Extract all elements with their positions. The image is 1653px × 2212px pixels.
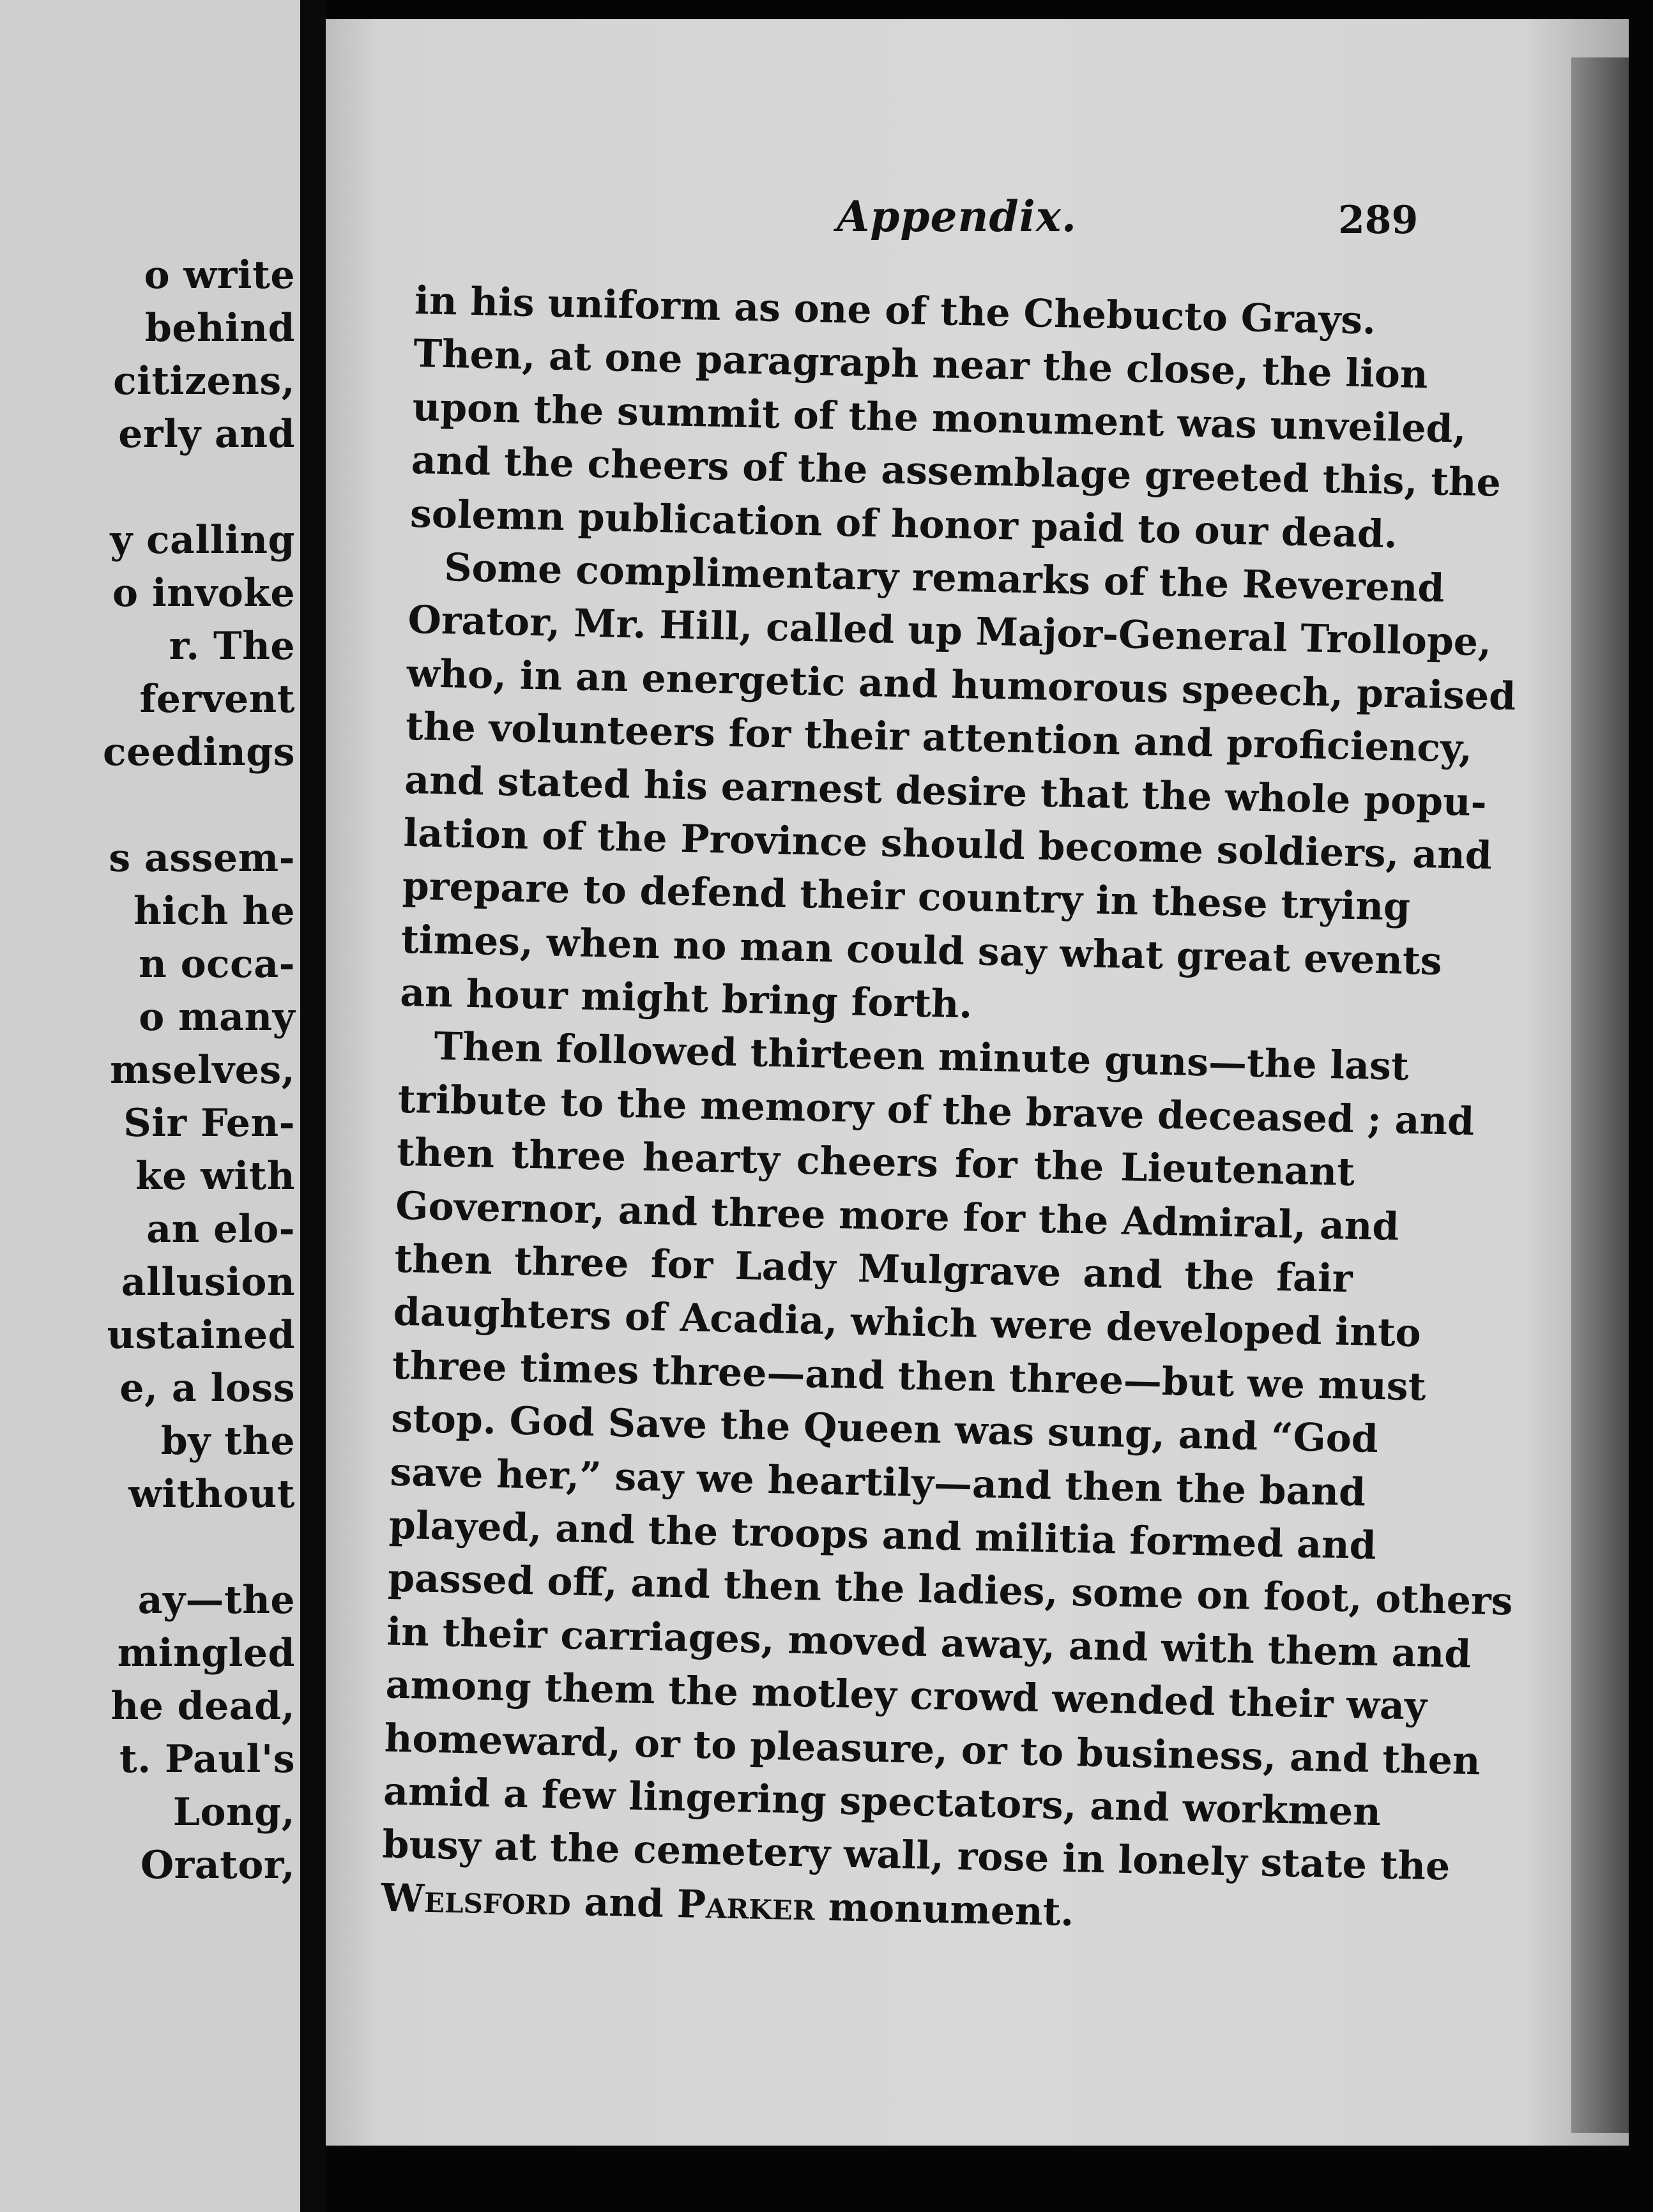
left-line: without (128, 1472, 295, 1517)
text-line: daughters of Acadia, which were developed into (393, 1290, 1422, 1356)
text-line: upon the summit of the monument was unveiled, (411, 384, 1467, 452)
left-line (0, 779, 300, 832)
text-line: prepare to defend their country in these trying (402, 864, 1411, 930)
left-page-text (0, 249, 300, 1892)
text-line: stop. God Save the Queen was sung, and “God (390, 1396, 1379, 1462)
text-line: Some complimentary remarks of the Reverend (443, 545, 1445, 611)
name-parker: Parker (676, 1881, 816, 1930)
text-line: three times three—and then three—but we must (392, 1343, 1427, 1410)
text-line: homeward, or to pleasure, or to business, and then (384, 1716, 1481, 1784)
text-line: lation of the Province should become soldiers, and (402, 810, 1493, 879)
left-line: s assem- (109, 836, 295, 881)
left-line: erly and (118, 412, 295, 457)
text-line: passed off, and then the ladies, some on foot, others (387, 1556, 1514, 1625)
running-head (326, 192, 1539, 249)
text-line: Governor, and three more for the Admiral, and (395, 1183, 1400, 1250)
text-line: an hour might bring forth. (399, 970, 973, 1027)
text-line: then three for Lady Mulgrave and the fair (393, 1236, 1353, 1302)
left-line: an elo- (146, 1207, 295, 1252)
right-page (326, 19, 1629, 2146)
text-line: and stated his earnest desire that the whole popu- (404, 757, 1488, 825)
left-line: mselves, (110, 1048, 295, 1093)
left-line: o invoke (112, 571, 295, 616)
left-line: citizens, (113, 359, 295, 404)
text-line: among them the motley crowd wended their way (385, 1662, 1428, 1729)
left-line: by the (160, 1419, 295, 1464)
text-line: Then, at one paragraph near the close, the lion (413, 331, 1429, 398)
name-welsford: Welsford (381, 1875, 572, 1925)
left-line: he dead, (110, 1684, 295, 1729)
left-line: o write (144, 253, 295, 298)
text-line: Then followed thirteen minute guns—the last (433, 1024, 1410, 1090)
text-line: amid a few lingering spectators, and workmen (383, 1769, 1382, 1835)
running-title: Appendix. (837, 192, 1078, 241)
left-line (0, 1521, 300, 1574)
left-line (0, 461, 300, 514)
word-monument: monument. (828, 1884, 1075, 1935)
left-line: ustained (107, 1313, 295, 1358)
text-line: in their carriages, moved away, and with them and (386, 1609, 1472, 1677)
left-line: allusion (121, 1260, 295, 1305)
word-and: and (583, 1879, 664, 1927)
text-line: played, and the troops and militia formed and (388, 1503, 1377, 1568)
left-line: e, a loss (119, 1366, 295, 1411)
text-line: then three hearty cheers for the Lieutenant (396, 1130, 1355, 1195)
left-line: mingled (117, 1631, 295, 1676)
text-line: Orator, Mr. Hill, called up Major-General Trollope, (407, 598, 1492, 665)
text-line: busy at the cemetery wall, rose in lonely state the (381, 1822, 1451, 1890)
left-line: fervent (139, 677, 295, 722)
left-line: r. The (169, 624, 295, 669)
left-page (0, 0, 300, 2212)
left-line: ke with (135, 1154, 295, 1199)
left-line: ceedings (103, 730, 295, 775)
text-line: save her,” say we heartily—and then the band (389, 1450, 1366, 1515)
left-line: Orator, (140, 1843, 295, 1888)
text-line: in his uniform as one of the Chebucto Grays. (414, 278, 1376, 344)
left-line: t. Paul's (119, 1737, 295, 1782)
left-line: o many (139, 995, 295, 1040)
text-line: solemn publication of honor paid to our dead. (409, 491, 1398, 557)
page-number: 289 (1338, 198, 1419, 243)
left-line: Long, (172, 1790, 295, 1835)
left-line: behind (144, 306, 295, 351)
left-line: n occa- (139, 942, 295, 987)
text-line: and the cheers of the assemblage greeted this, the (411, 438, 1502, 506)
left-line: hich he (133, 889, 295, 934)
left-line: y calling (110, 518, 295, 563)
left-line: ay—the (137, 1578, 295, 1623)
text-line: the volunteers for their attention and proficiency, (405, 704, 1473, 771)
page-edge-shadow (1571, 57, 1629, 2133)
text-line: tribute to the memory of the brave deceased ; and (397, 1077, 1475, 1144)
book-spine (300, 0, 326, 2212)
body-text (381, 275, 1516, 1945)
text-line: times, when no man could say what great events (400, 917, 1443, 984)
left-line: Sir Fen- (123, 1101, 295, 1146)
text-line: who, in an energetic and humorous speech, praised (406, 651, 1516, 719)
